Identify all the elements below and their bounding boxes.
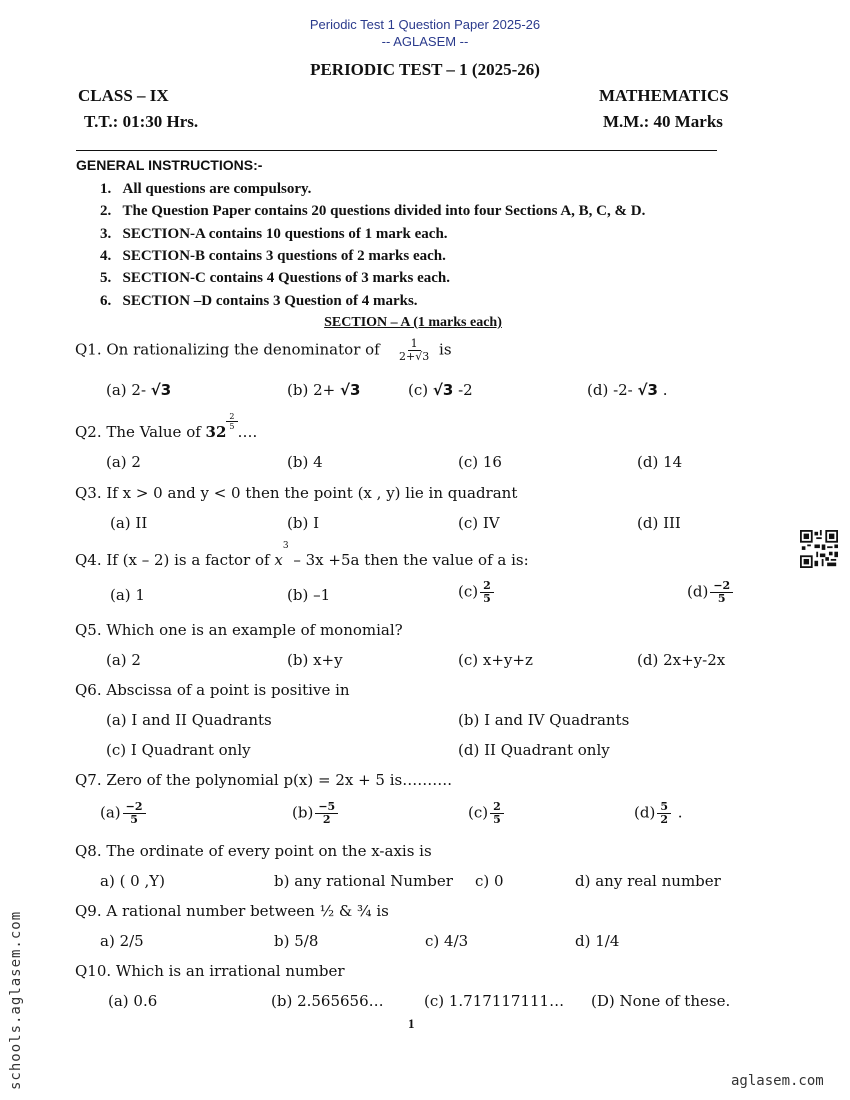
q6-option-b: (b) I and IV Quadrants (458, 711, 630, 729)
q4-option-a: (a) 1 (110, 586, 145, 604)
q4-option-c: (c) $\frac{2}{5}$ (458, 580, 496, 605)
class-label: CLASS – IX (78, 86, 169, 105)
q3-option-d: (d) III (637, 514, 681, 532)
instruction-item: 5. SECTION-C contains 4 Questions of 3 marks each. (100, 270, 451, 286)
page-number: 1 (408, 1016, 415, 1031)
q8-option-c: c) 0 (475, 872, 504, 890)
q2-option-b: (b) 4 (287, 453, 323, 471)
question-8: Q8. The ordinate of every point on the x-axis is (75, 842, 432, 860)
q8-option-b: b) any rational Number (274, 872, 453, 890)
instruction-item: 1. All questions are compulsory. (100, 181, 312, 197)
question-5: Q5. Which one is an example of monomial? (75, 621, 403, 639)
subject-label: MATHEMATICS (599, 86, 729, 105)
q10-option-b: (b) 2.565656… (271, 992, 384, 1010)
q9-option-c: c) 4/3 (425, 932, 469, 950)
q2-option-a: (a) 2 (106, 453, 141, 471)
q3-option-a: (a) II (110, 514, 148, 532)
question-6: Q6. Abscissa of a point is positive in (75, 681, 350, 699)
marks-label: M.M.: 40 Marks (603, 112, 723, 131)
q5-option-c: (c) x+y+z (458, 651, 533, 669)
question-3: Q3. If x > 0 and y < 0 then the point (x , y) lie in quadrant (75, 484, 518, 502)
q9-option-a: a) 2/5 (100, 932, 144, 950)
qr-code-icon[interactable] (800, 530, 838, 568)
q9-option-b: b) 5/8 (274, 932, 319, 950)
question-2: Q2. The Value of 32 $\frac{2}{5}$ …. (75, 411, 258, 441)
q2-option-d: (d) 14 (637, 453, 683, 471)
q1-fraction: $\frac{1}{2+√3}$ (399, 337, 430, 363)
question-4: Q4. If (x – 2) is a factor of $x^3 - 3x +5a$ then the value of a is: (75, 541, 529, 569)
instruction-item: 3. SECTION-A contains 10 questions of 1 mark each. (100, 226, 448, 242)
footer-watermark: aglasem.com (731, 1073, 824, 1089)
q5-option-a: (a) 2 (106, 651, 141, 669)
instruction-item: 4. SECTION-B contains 3 questions of 2 marks each. (100, 248, 446, 264)
q7-option-b: (b) $\frac{-5}{2}$ (292, 801, 340, 826)
section-a-heading: SECTION – A (1 marks each) (324, 315, 502, 330)
instruction-item: 2. The Question Paper contains 20 questions divided into four Sections A, B, C, & D. (100, 203, 646, 219)
q7-option-d: (d) $\frac{5}{2}$ . (634, 800, 683, 826)
q5-option-d: (d) 2x+y-2x (637, 651, 726, 669)
instruction-item: 6. SECTION –D contains 3 Question of 4 marks. (100, 293, 418, 309)
instructions-heading: GENERAL INSTRUCTIONS:- (76, 157, 263, 173)
header-divider (76, 150, 717, 151)
q7-option-a: (a) $\frac{-2}{5}$ (100, 801, 148, 826)
q3-option-b: (b) I (287, 514, 319, 532)
q2-option-c: (c) 16 (458, 453, 502, 471)
q6-option-a: (a) I and II Quadrants (106, 711, 272, 729)
q1-option-d: (d) -2- √3 . (587, 381, 668, 399)
q10-option-d: (D) None of these. (591, 992, 731, 1010)
q1-option-a: (a) 2- √3 (106, 381, 172, 399)
side-watermark: schools.aglasem.com (8, 910, 24, 1090)
q9-option-d: d) 1/4 (575, 932, 620, 950)
header-line-2: -- AGLASEM -- (381, 34, 469, 49)
question-1: Q1. On rationalizing the denominator of $\frac{1}{2+√3}$ is (75, 337, 452, 363)
q8-option-d: d) any real number (575, 872, 721, 890)
q4-option-b: (b) –1 (287, 586, 331, 604)
time-label: T.T.: 01:30 Hrs. (84, 112, 199, 131)
q10-option-a: (a) 0.6 (108, 992, 158, 1010)
q6-option-c: (c) I Quadrant only (106, 741, 251, 759)
paper-title: PERIODIC TEST – 1 (2025-26) (310, 60, 540, 79)
q7-option-c: (c) $\frac{2}{5}$ (468, 801, 506, 826)
question-7: Q7. Zero of the polynomial p(x) = 2x + 5 is………. (75, 771, 453, 789)
q4-option-d: (d) $\frac{-2}{5}$ (687, 580, 735, 605)
q3-option-c: (c) IV (458, 514, 500, 532)
q8-option-a: a) ( 0 ,Y) (100, 872, 166, 890)
header-line-1: Periodic Test 1 Question Paper 2025-26 (309, 17, 541, 32)
q5-option-b: (b) x+y (287, 651, 343, 669)
question-10: Q10. Which is an irrational number (75, 962, 345, 980)
q1-option-c: (c) √3 -2 (408, 381, 473, 399)
q1-option-b: (b) 2+ √3 (287, 381, 361, 399)
question-9: Q9. A rational number between ½ & ¾ is (75, 902, 389, 920)
q10-option-c: (c) 1.717117111… (424, 992, 565, 1010)
q6-option-d: (d) II Quadrant only (458, 741, 610, 759)
